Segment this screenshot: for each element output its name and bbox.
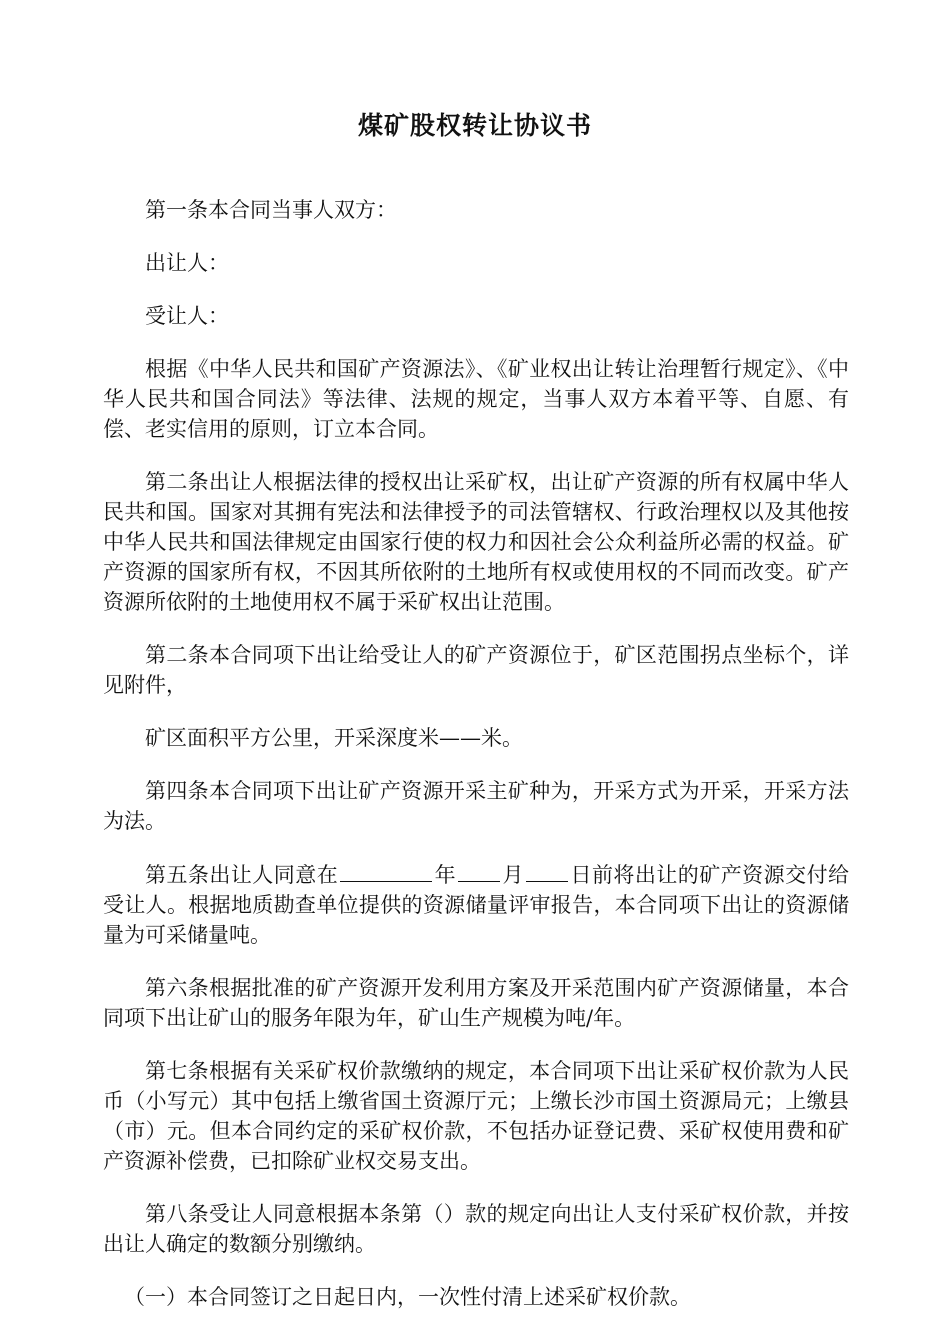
- paragraph-article-2-ownership: 第二条出让人根据法律的授权出让采矿权，出让矿产资源的所有权属中华人民共和国。国家对其拥有宪法和法律授予的司法管辖权、行政治理权以及其他按中华人民共和国法律规定由国家行使的权力和因社会公众利益所必需的权益。矿产资源的国家所有权，不因其所依附的土地所有权或使用权的不同而改变。矿产资源所依附的土地使用权不属于采矿权出让范围。: [103, 470, 849, 614]
- paragraph-transferee: 受让人：: [145, 304, 229, 328]
- document-body: [103, 195, 849, 1335]
- article-5-text-c: 月: [502, 863, 525, 887]
- day-blank: [526, 859, 568, 882]
- month-blank: [458, 859, 500, 882]
- year-blank: [340, 859, 432, 882]
- paragraph-legal-basis: 根据《中华人民共和国矿产资源法》、《矿业权出让转让治理暂行规定》、《中华人民共和国合同法》等法律、法规的规定，当事人双方本着平等、自愿、有偿、老实信用的原则，订立本合同。: [103, 357, 849, 441]
- paragraph-mining-area: 矿区面积平方公里，开采深度米——米。: [145, 726, 523, 750]
- article-5-text-b: 年: [434, 863, 457, 887]
- document-title: 煤矿股权转让协议书: [357, 111, 592, 140]
- paragraph-article-6: 第六条根据批准的矿产资源开发利用方案及开采范围内矿产资源储量，本合同项下出让矿山的服务年限为年，矿山生产规模为吨/年。: [103, 976, 849, 1030]
- paragraph-article-4: 第四条本合同项下出让矿产资源开采主矿种为，开采方式为开采，开采方法为法。: [103, 779, 849, 833]
- article-5-text-a: 第五条出让人同意在: [145, 863, 339, 887]
- paragraph-article-7: 第七条根据有关采矿权价款缴纳的规定，本合同项下出让采矿权价款为人民币（小写元）其中包括上缴省国土资源厅元；上缴长沙市国土资源局元；上缴县（市）元。但本合同约定的采矿权价款，不包括办证登记费、采矿权使用费和矿产资源补偿费，已扣除矿业权交易支出。: [103, 1059, 849, 1173]
- paragraph-article-8-item-1: （一）本合同签订之日起日内，一次性付清上述采矿权价款。: [124, 1285, 691, 1309]
- paragraph-article-8: 第八条受让人同意根据本条第（）款的规定向出让人支付采矿权价款，并按出让人确定的数额分别缴纳。: [103, 1202, 849, 1256]
- paragraph-article-5: [103, 859, 849, 950]
- article-5-text-d: 日前将出让的矿产资源交付给受让人。根据地质勘查单位提供的资源储量评审报告，本合同项下出让的资源储量为可采储量吨。: [103, 863, 850, 947]
- paragraph-transferor: 出让人：: [145, 251, 229, 275]
- paragraph-article-2-location: 第二条本合同项下出让给受让人的矿产资源位于，矿区范围拐点坐标个，详见附件，: [103, 643, 849, 697]
- paragraph-parties: 第一条本合同当事人双方：: [145, 198, 397, 222]
